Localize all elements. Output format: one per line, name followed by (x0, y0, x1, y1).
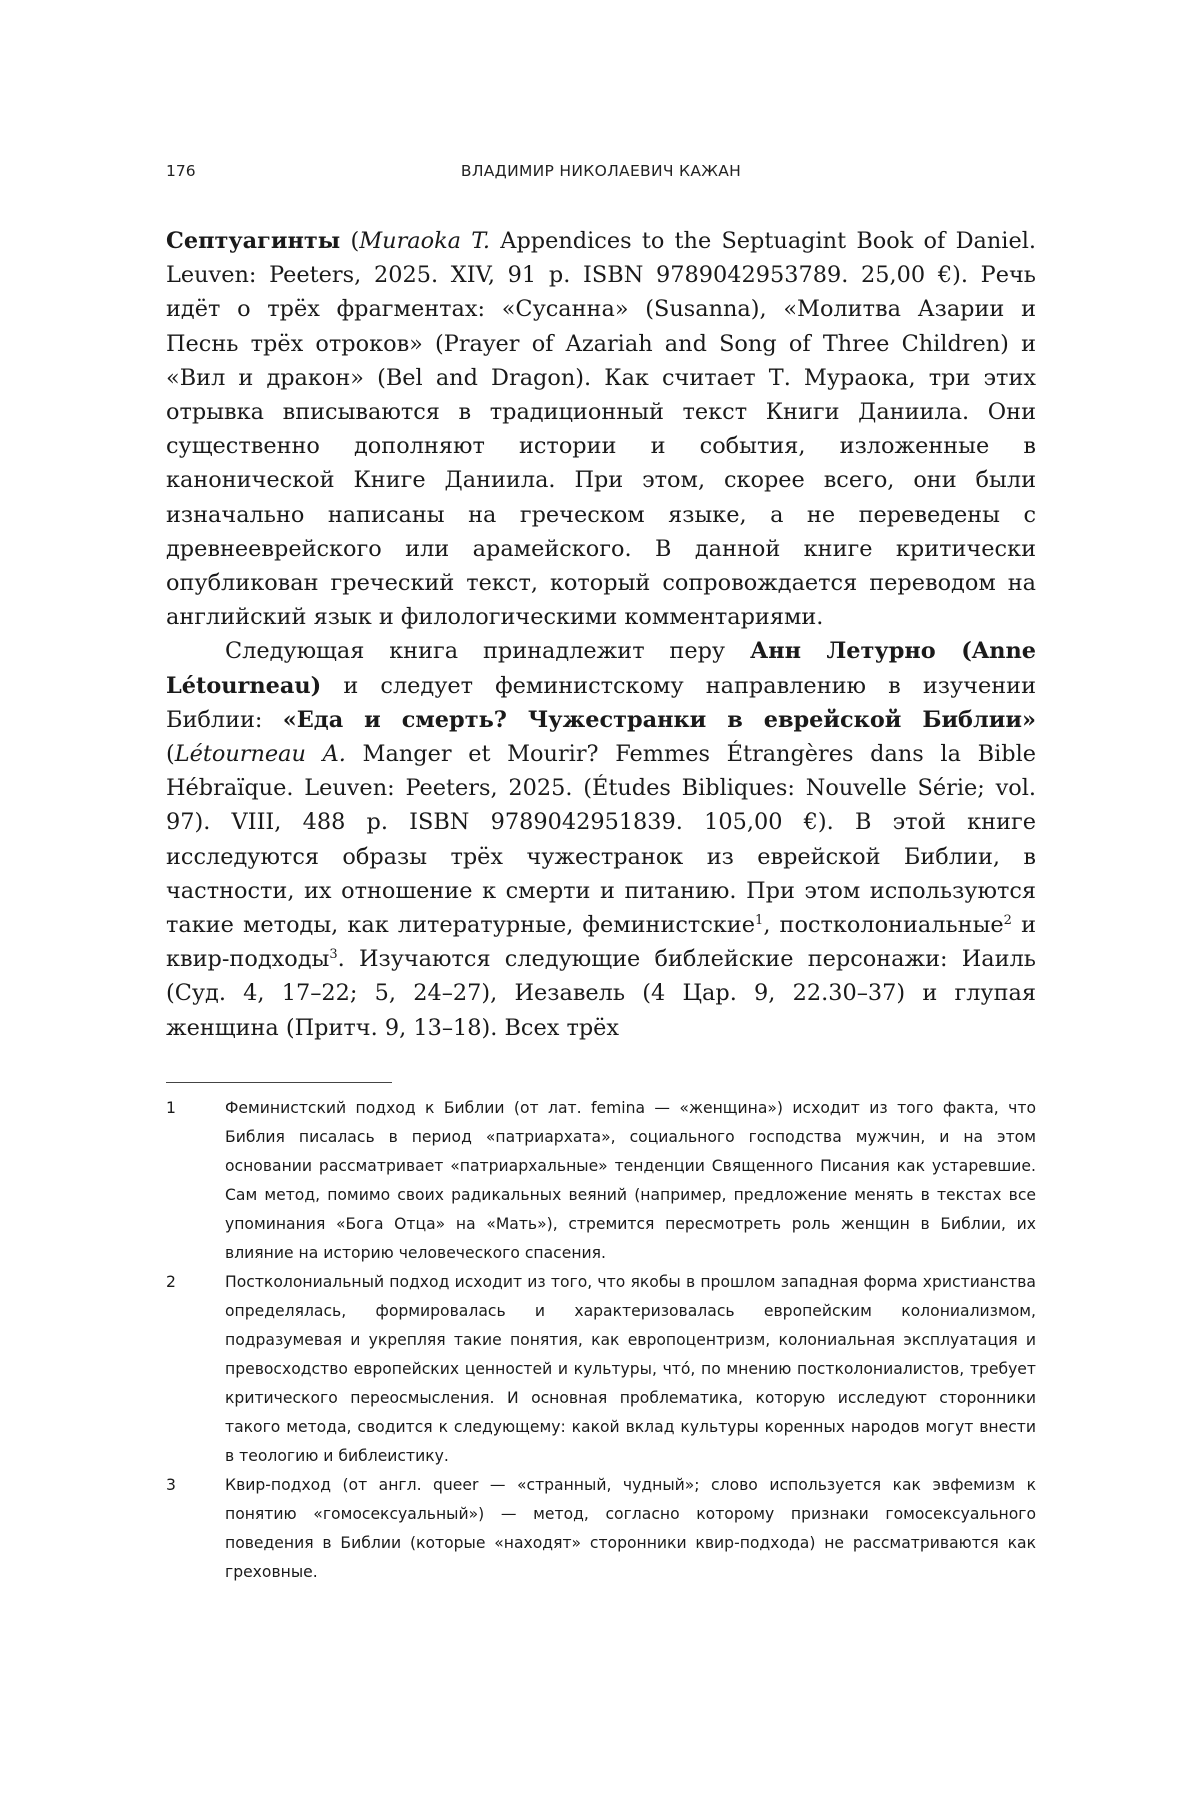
text-run: , постколониальные (763, 912, 1004, 939)
footnote-ref-2[interactable]: 2 (1003, 913, 1012, 929)
paragraph-1 (166, 224, 1036, 634)
footnote-number: 3 (166, 1476, 176, 1494)
footnote-ref-3[interactable]: 3 (329, 947, 338, 963)
text-run: Manger et Mourir? Femmes Étrangères dans la Bible Hébraïque. Leuven: Peeters, 2025. (Études Bibliques: Nouvelle Série; vol. 97). VIII, 488 p. ISBN 9789042951839. 105,00 €). В этой книге исследуются образы трёх чужестранок из еврейской Библии, в частности, их отношение к смерти и питанию. При этом используются такие методы, как литературные, феминистские (166, 741, 1036, 939)
running-head: ВЛАДИМИР НИКОЛАЕВИЧ КАЖАН (460, 162, 742, 180)
bold-author: Анн Летурно (Anne Létourneau) (166, 638, 1037, 699)
bold-term: Септуагинты (166, 228, 341, 254)
footnote-separator (166, 1082, 392, 1083)
footnote-number: 1 (166, 1099, 176, 1117)
footnote-3 (166, 1471, 1036, 1587)
page-number: 176 (166, 162, 196, 180)
text-run: ( (166, 741, 175, 768)
text-run: и квир-подходы (166, 912, 1036, 973)
footnotes (166, 1094, 1036, 1587)
bold-title: «Еда и смерть? Чужестранки в еврейской Библии» (282, 706, 1036, 733)
footnote-text: Постколониальный подход исходит из того, что якобы в прошлом западная форма христианства определялась, формировалась и характеризовалась европейским колониализмом, подразумевая и укрепляя такие понятия, как европоцентризм, колониальная эксплуатация и превосходство европейских ценностей и культуры, что́, по мнению постколониалистов, требует критического переосмысления. И основная проблематика, которую исследуют сторонники такого метода, сводится к следующему: какой вклад культуры коренных народов могут внести в теологию и библеистику. (225, 1273, 1036, 1465)
footnote-text: Феминистский подход к Библии (от лат. femina — «женщина») исходит из того факта, что Библия писалась в период «патриархата», социального господства мужчин, и на этом основании рассматривает «патриархальные» тенденции Священного Писания как устаревшие. Сам метод, помимо своих радикальных веяний (например, предложение менять в текстах все упоминания «Бога Отца» на «Мать»), стремится пересмотреть роль женщин в Библии, их влияние на историю человеческого спасения. (225, 1099, 1036, 1262)
author-italic: Létourneau A. (174, 741, 346, 768)
footnote-2 (166, 1268, 1036, 1471)
paragraph-2 (166, 634, 1036, 1044)
footnote-1 (166, 1094, 1036, 1268)
text-run: ( (340, 228, 360, 254)
page-header (166, 162, 1036, 186)
text-run: . Изучаются следующие библейские персонажи: Иаиль (Суд. 4, 17–22; 5, 24–27), Иезавель (4 Цар. 9, 22.30–37) и глупая женщина (Притч. 9, 13–18). Всех трёх (166, 946, 1036, 1041)
footnote-text: Квир-подход (от англ. queer — «странный, чудный»; слово используется как эвфемизм к понятию «гомосексуальный») — метод, согласно которому признаки гомосексуального поведения в Библии (которые «находят» сторонники квир-подхода) не рассматриваются как греховные. (225, 1476, 1036, 1581)
author-italic: Muraoka T. (359, 228, 491, 254)
text-run: Следующая книга принадлежит перу (225, 638, 750, 665)
footnote-number: 2 (166, 1273, 176, 1291)
text-run: и следует феминистскому направлению в изучении Библии: (166, 672, 1036, 733)
footnote-ref-1[interactable]: 1 (755, 913, 764, 929)
text-run: Appendices to the Septuagint Book of Daniel. Leuven: Peeters, 2025. XIV, 91 p. ISBN 9789042953789. 25,00 €). Речь идёт о трёх фрагментах: «Сусанна» (Susanna), «Молитва Азарии и Песнь трёх отроков» (Prayer of Azariah and Song of Three Children) и «Вил и дракон» (Bel and Dragon). Как считает Т. Мураока, три этих отрывка вписываются в традиционный текст Книги Даниила. Они существенно дополняют истории и события, изложенные в канонической Книге Даниила. При этом, скорее всего, они были изначально написаны на греческом языке, а не переведены с древнееврейского или арамейского. В данной книге критически опубликован греческий текст, который сопровождается переводом на английский язык и филологическими комментариями. (166, 228, 1036, 631)
main-text (166, 224, 1036, 1045)
